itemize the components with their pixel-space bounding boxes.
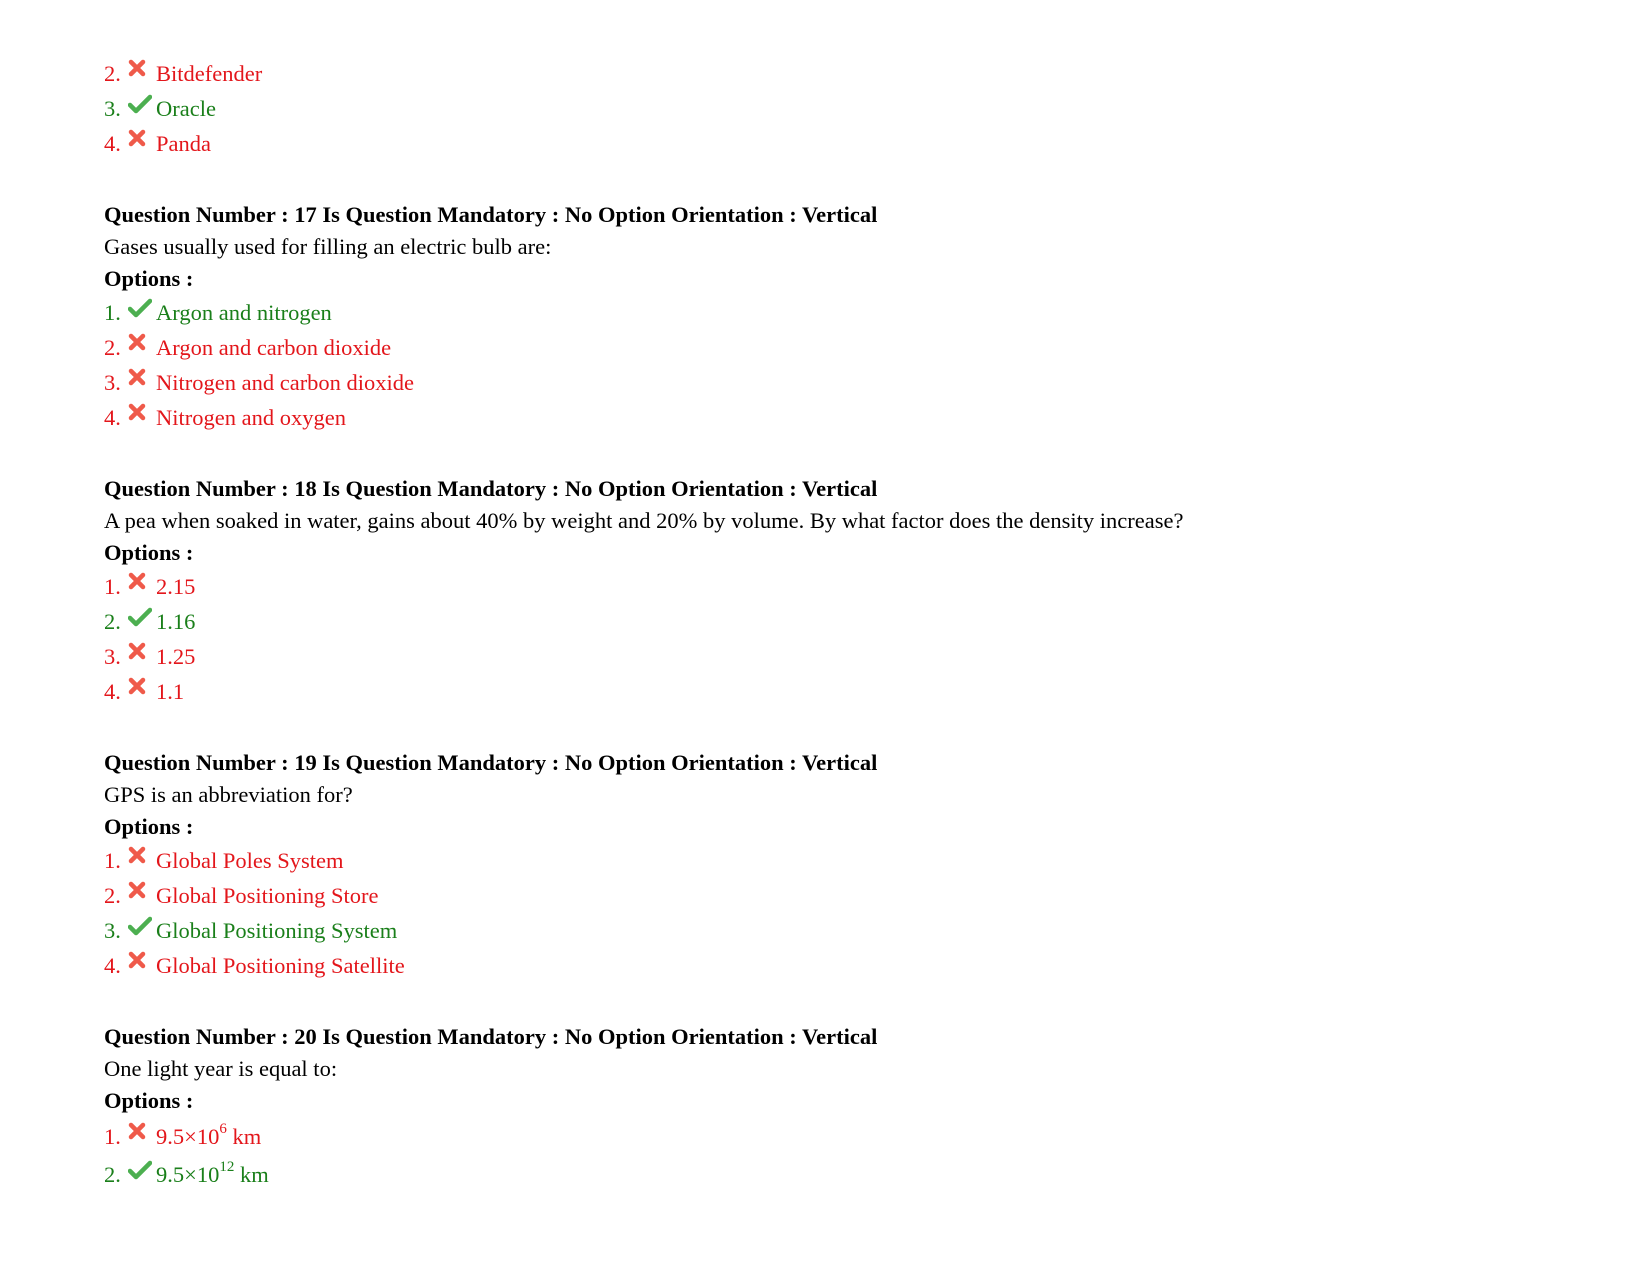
cross-icon — [128, 948, 156, 983]
question-block — [104, 747, 1584, 983]
option-item — [104, 1155, 1584, 1193]
option-base: 9.5×10 — [156, 1161, 220, 1187]
cross-icon — [128, 365, 156, 400]
question-block — [104, 199, 1584, 435]
option-number: 2. — [104, 61, 121, 86]
option-item — [104, 878, 1584, 913]
check-icon — [128, 913, 156, 948]
option-item — [104, 569, 1584, 604]
options-label: Options : — [104, 814, 194, 839]
option-text: Global Positioning Satellite — [156, 953, 405, 978]
option-number: 3. — [104, 644, 121, 669]
option-item — [104, 843, 1584, 878]
option-number: 4. — [104, 405, 121, 430]
cross-icon — [128, 674, 156, 709]
option-text: Oracle — [156, 96, 216, 121]
option-number: 1. — [104, 848, 121, 873]
option-text: 2.15 — [156, 574, 196, 599]
option-number: 2. — [104, 335, 121, 360]
cross-icon — [128, 56, 156, 91]
question-text: GPS is an abbreviation for? — [104, 782, 353, 807]
option-number: 1. — [104, 574, 121, 599]
check-icon — [128, 1157, 156, 1192]
option-text: Global Positioning Store — [156, 883, 379, 908]
option-item — [104, 295, 1584, 330]
option-text: Global Poles System — [156, 848, 344, 873]
option-text: Argon and carbon dioxide — [156, 335, 392, 360]
option-item — [104, 948, 1584, 983]
option-text: 1.25 — [156, 644, 196, 669]
question-header: Question Number : 17 Is Question Mandatory : No Option Orientation : Vertical — [104, 202, 878, 227]
option-number: 2. — [104, 609, 121, 634]
question-paper — [104, 56, 1584, 1193]
option-number: 1. — [104, 1123, 121, 1149]
cross-icon — [128, 569, 156, 604]
options-label: Options : — [104, 1088, 194, 1113]
option-item — [104, 56, 1584, 91]
cross-icon — [128, 400, 156, 435]
option-text — [156, 1119, 261, 1154]
check-icon — [128, 604, 156, 639]
option-number: 3. — [104, 96, 121, 121]
option-number: 4. — [104, 953, 121, 978]
option-item — [104, 913, 1584, 948]
option-unit: km — [234, 1161, 269, 1187]
option-base: 9.5×10 — [156, 1123, 220, 1149]
cross-icon — [128, 1119, 156, 1154]
question-block — [104, 1021, 1584, 1193]
option-item — [104, 400, 1584, 435]
option-unit: km — [226, 1123, 262, 1149]
option-text: Global Positioning System — [156, 918, 398, 943]
option-text: 1.16 — [156, 609, 196, 634]
option-item — [104, 91, 1584, 126]
question-block — [104, 473, 1584, 709]
option-number: 2. — [104, 883, 121, 908]
question-text: One light year is equal to: — [104, 1056, 338, 1081]
option-text — [156, 1157, 269, 1192]
check-icon — [128, 295, 156, 330]
option-text: Nitrogen and carbon dioxide — [156, 370, 415, 395]
option-item — [104, 365, 1584, 400]
option-text: 1.1 — [156, 679, 185, 704]
options-label: Options : — [104, 540, 194, 565]
option-item — [104, 639, 1584, 674]
option-item — [104, 1117, 1584, 1155]
option-text: Argon and nitrogen — [156, 300, 332, 325]
question-text: Gases usually used for filling an electric bulb are: — [104, 234, 552, 259]
question-header: Question Number : 20 Is Question Mandatory : No Option Orientation : Vertical — [104, 1024, 878, 1049]
option-number: 2. — [104, 1161, 121, 1187]
question-header: Question Number : 19 Is Question Mandatory : No Option Orientation : Vertical — [104, 750, 878, 775]
option-text: Nitrogen and oxygen — [156, 405, 346, 430]
cross-icon — [128, 330, 156, 365]
option-number: 3. — [104, 370, 121, 395]
option-number: 3. — [104, 918, 121, 943]
option-text: Panda — [156, 131, 211, 156]
cross-icon — [128, 639, 156, 674]
cross-icon — [128, 126, 156, 161]
option-text: Bitdefender — [156, 61, 263, 86]
leading-options — [104, 56, 1584, 161]
option-exponent: 6 — [219, 1120, 227, 1137]
check-icon — [128, 91, 156, 126]
question-text: A pea when soaked in water, gains about 40% by weight and 20% by volume. By what factor does the density increase? — [104, 508, 1184, 533]
option-exponent: 12 — [219, 1158, 235, 1175]
option-item — [104, 604, 1584, 639]
options-label: Options : — [104, 266, 194, 291]
cross-icon — [128, 878, 156, 913]
option-number: 1. — [104, 300, 121, 325]
option-item — [104, 126, 1584, 161]
question-header: Question Number : 18 Is Question Mandatory : No Option Orientation : Vertical — [104, 476, 878, 501]
option-item — [104, 330, 1584, 365]
option-number: 4. — [104, 679, 121, 704]
cross-icon — [128, 843, 156, 878]
option-item — [104, 674, 1584, 709]
option-number: 4. — [104, 131, 121, 156]
